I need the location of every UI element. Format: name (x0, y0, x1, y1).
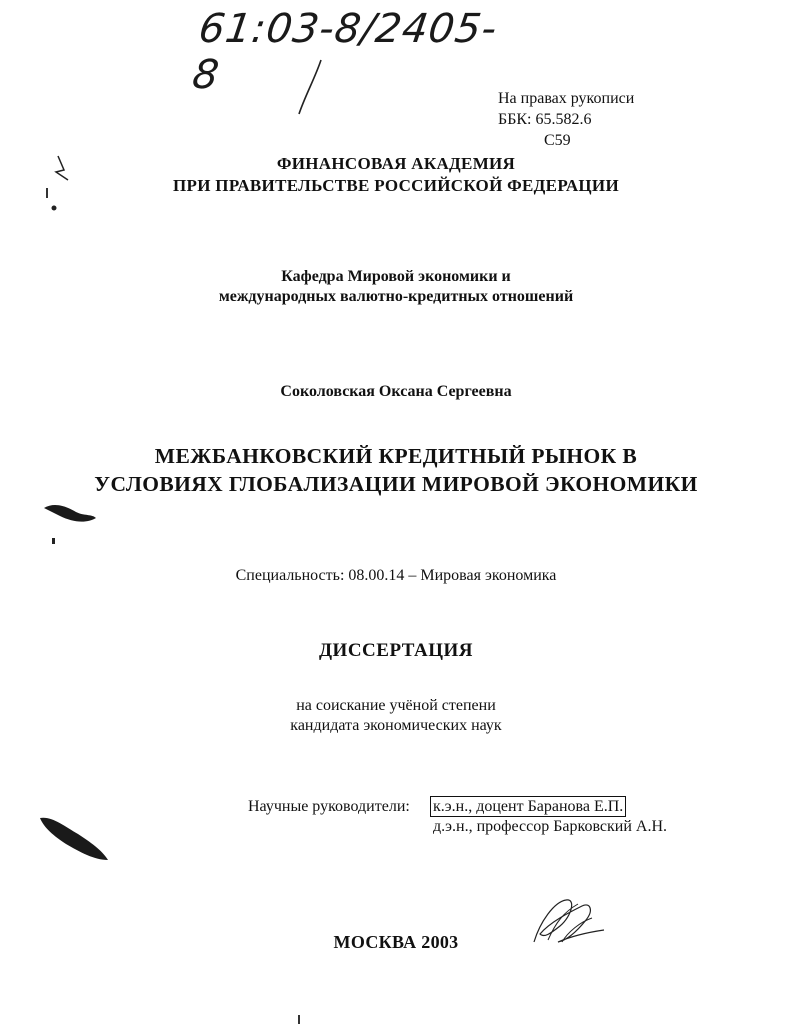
organization-line-2: ПРИ ПРАВИТЕЛЬСТВЕ РОССИЙСКОЙ ФЕДЕРАЦИИ (173, 176, 619, 195)
author-name: Соколовская Оксана Сергеевна (280, 383, 512, 400)
degree-line-1: на соискание учёной степени (296, 697, 496, 714)
title-line-1: МЕЖБАНКОВСКИЙ КРЕДИТНЫЙ РЫНОК В (154, 444, 638, 468)
title-line-2: УСЛОВИЯХ ГЛОБАЛИЗАЦИИ МИРОВОЙ ЭКОНОМИКИ (94, 472, 698, 496)
scan-artifact-top (40, 150, 80, 220)
document-type: ДИССЕРТАЦИЯ (318, 640, 474, 661)
scan-artifact-bottom (34, 808, 114, 878)
specialty: Специальность: 08.00.14 – Мировая экономика (235, 567, 557, 584)
handwritten-archive-code: 61:03-8/2405-8 (189, 6, 501, 98)
author-index: С59 (544, 132, 571, 149)
supervisor-second: д.э.н., профессор Барковский А.Н. (433, 818, 668, 835)
handwritten-stroke (295, 58, 325, 118)
organization-line-1: ФИНАНСОВАЯ АКАДЕМИЯ (276, 154, 516, 173)
city-year: МОСКВА 2003 (333, 932, 459, 952)
bbk-code: ББК: 65.582.6 (498, 111, 592, 128)
degree-line-2: кандидата экономических наук (290, 717, 502, 734)
manuscript-note: На правах рукописи (498, 90, 635, 107)
scan-artifact-bottom-edge (298, 1015, 300, 1024)
supervisor-first: к.э.н., доцент Баранова Е.П. (430, 796, 626, 817)
department-line-1: Кафедра Мировой экономики и (281, 268, 511, 285)
supervisors-label: Научные руководители: (248, 798, 410, 815)
scan-artifact-middle (40, 492, 100, 552)
department-line-2: международных валютно-кредитных отношений (218, 288, 574, 305)
